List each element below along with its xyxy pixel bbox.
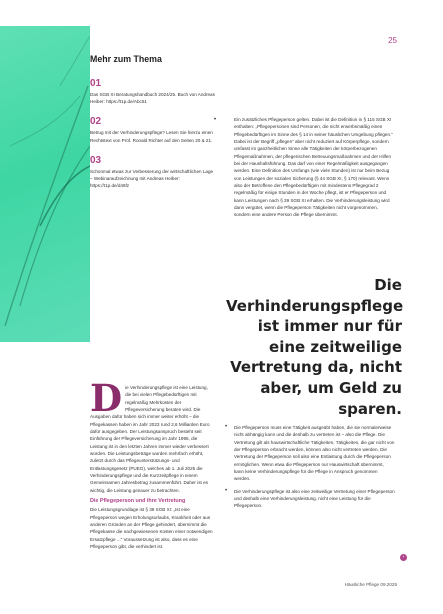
continue-arrow-icon: › [400, 554, 407, 561]
mehr-zum-thema-title: Mehr zum Thema [90, 54, 162, 64]
mehr-item [90, 78, 216, 105]
bullet-paragraph-top [214, 116, 393, 219]
mehr-item-text[interactable]: Das SGB XI Beratungshandbuch 2024/25. Buch von Andreas Heiber: https://t1p.de/Abc51 [90, 92, 215, 105]
mehr-item-number: 01 [90, 78, 102, 89]
pull-quote: Die Verhinderungspflege ist immer nur für eine zeitweilige Vertretung da, nicht aber, um Geld zu sparen. [226, 276, 404, 418]
mehr-item [90, 155, 216, 190]
list-item-text: Die Verhinderungspflege ist also eine zeitweilige Vertretung einer Pflegeperson und deshalb eine Verhinderungsleistung, nicht eine Leistung für die Pflegeperson. [234, 488, 395, 509]
article-subheading: Die Pflegeperson und ihre Vertretung [90, 498, 186, 505]
drop-cap: D [90, 376, 123, 420]
bullet-dot-icon: • [225, 487, 228, 494]
list-item [223, 488, 395, 510]
mehr-item-number: 03 [90, 154, 102, 166]
article-body [90, 376, 215, 550]
mehr-zum-thema-box [90, 54, 216, 200]
page-number: 25 [388, 36, 397, 45]
bullet-dot-icon: • [225, 424, 228, 430]
bullet-list-lower [223, 424, 395, 515]
list-item-text: Die Pflegeperson muss eine Tätigkeit ausgeübt haben, die sie normalerweise nicht abhängig kann und die deshalb zu vertreten ist – also die Pflege. Die Vertretung gilt als hauswirtschaftliche Tätigkeiten, Tätigkeiten, die gar nicht von der Pflegeperson erbracht werden, können also nicht vertreten werden. Die Vertretung der Pflegeperson soll also eine Entlastung durch die Pflegeperson ermöglichen. Wenn etwa die Pflegeperson nur Hauswirtschaft übernimmt, kann keine Verhinderungspflege für die Pflege in Anspruch genommen werden. [234, 425, 395, 482]
list-item [223, 424, 395, 483]
article-paragraph: Die Leistungsgrundlage ist § 39 SGB XI: „Ist eine Pflegeperson wegen Erholungsurlaubs, Krankheit oder aus anderen Gründen an der Pflege gehindert, übernimmt die Pflegekasse die nachgewiesenen Kosten einer notwendigen Ersatzpflege ...“ Voraussetzung ist also, dass es eine Pflegeperson gibt, die verhindert ist. [90, 507, 213, 549]
bullet-text: Ein zusätzliches Pflegeperson gelten. Dabei ist die Definition in § 115 SGB XI enthalten: „Pflegepersonen sind Personen, die nicht erwerbsmäßig einen Pflegebedürftigen im Sinne des § 14 in seiner häuslichen Umgebung pflegen.“ Dabei ist der Begriff „pflegen“ aber nicht reduziert auf Körperpflege, sondern umfasst im ganzheitlichen Sinne alle Tätigkeiten der körperbezogenen Pflegemaßnahmen, der pflegerischen Betreuungsmaßnahmen und der Hilfen bei der Haushaltsführung. Das darf von einer Regelmäßigkeit ausgegangen werden. Eine Definition des Umfangs (wie viele Stunden) ist nur beim Bezug von Leistungen der sozialen Sicherung (§ 44 SGB XI, § 170) relevant. Wenn also der Betroffene den Pflegebedürftigen mit mindestens Pflegegrad 2 regelmäßig für einige Stunden in der Woche pflegt, ist er Pflegeperson und kann Leistungen nach § 39 SGB XI erhalten. Die Verhinderungsleistung wird dann vergütet, wenn die Pflegeperson Tätigkeiten nicht vorgenommen, sondern eine andere Person die Pflege übernimmt. [234, 117, 393, 218]
mehr-item-text[interactable]: Schonmal etwas zur Verbesserung der wirtschaftlichen Lage – Webinaraufzeichnung mit Andreas Heiber: https://t1p.de/d46fz [90, 168, 214, 189]
green-decorative-image [0, 26, 90, 342]
bullet-dot-icon: • [214, 117, 217, 123]
article-paragraph: ie Verhinderungspflege ist eine Leistung, die bei vielen Pflegebedürftigen mit regelmäßig Mehrkosten der Pflegeversicherung beraten wird. Die Ausgaben dafür haben sich immer weiter erhöht – die Pflegekassen haben im Jahr 2023 rund 2,6 Milliarden Euro dafür ausgegeben. Der Leistungsanspruch besteht seit Einführung der Pflegeversicherung im Jahr 1995, die Leistung ist in den letzten Jahren immer wieder verbessert worden. Die Leistungsbeträge wurden mehrfach erhöht, zuletzt durch das Pflegeunterstützungs- und Entlastungsgesetz (PUEG), welches ab 1. Juli 2025 die Verhinderungspflege und die Kurzzeitpflege in einem Gemeinsamen Jahresbetrag zusammenführt. Daher ist es wichtig, die Leistung genauer zu betrachten. [90, 385, 210, 493]
mehr-item [90, 116, 216, 143]
mehr-item-text: Betrug mit der Verhinderungspflege? Lesen Sie hierzu einen Rechtstext von Prof. Ronald Richter auf den Seiten 20 & 21. [90, 130, 213, 143]
grass-leaves-icon [0, 26, 90, 342]
page-footer: Häusliche Pflege 09.2025 [344, 582, 397, 587]
mehr-item-number: 02 [90, 116, 102, 128]
